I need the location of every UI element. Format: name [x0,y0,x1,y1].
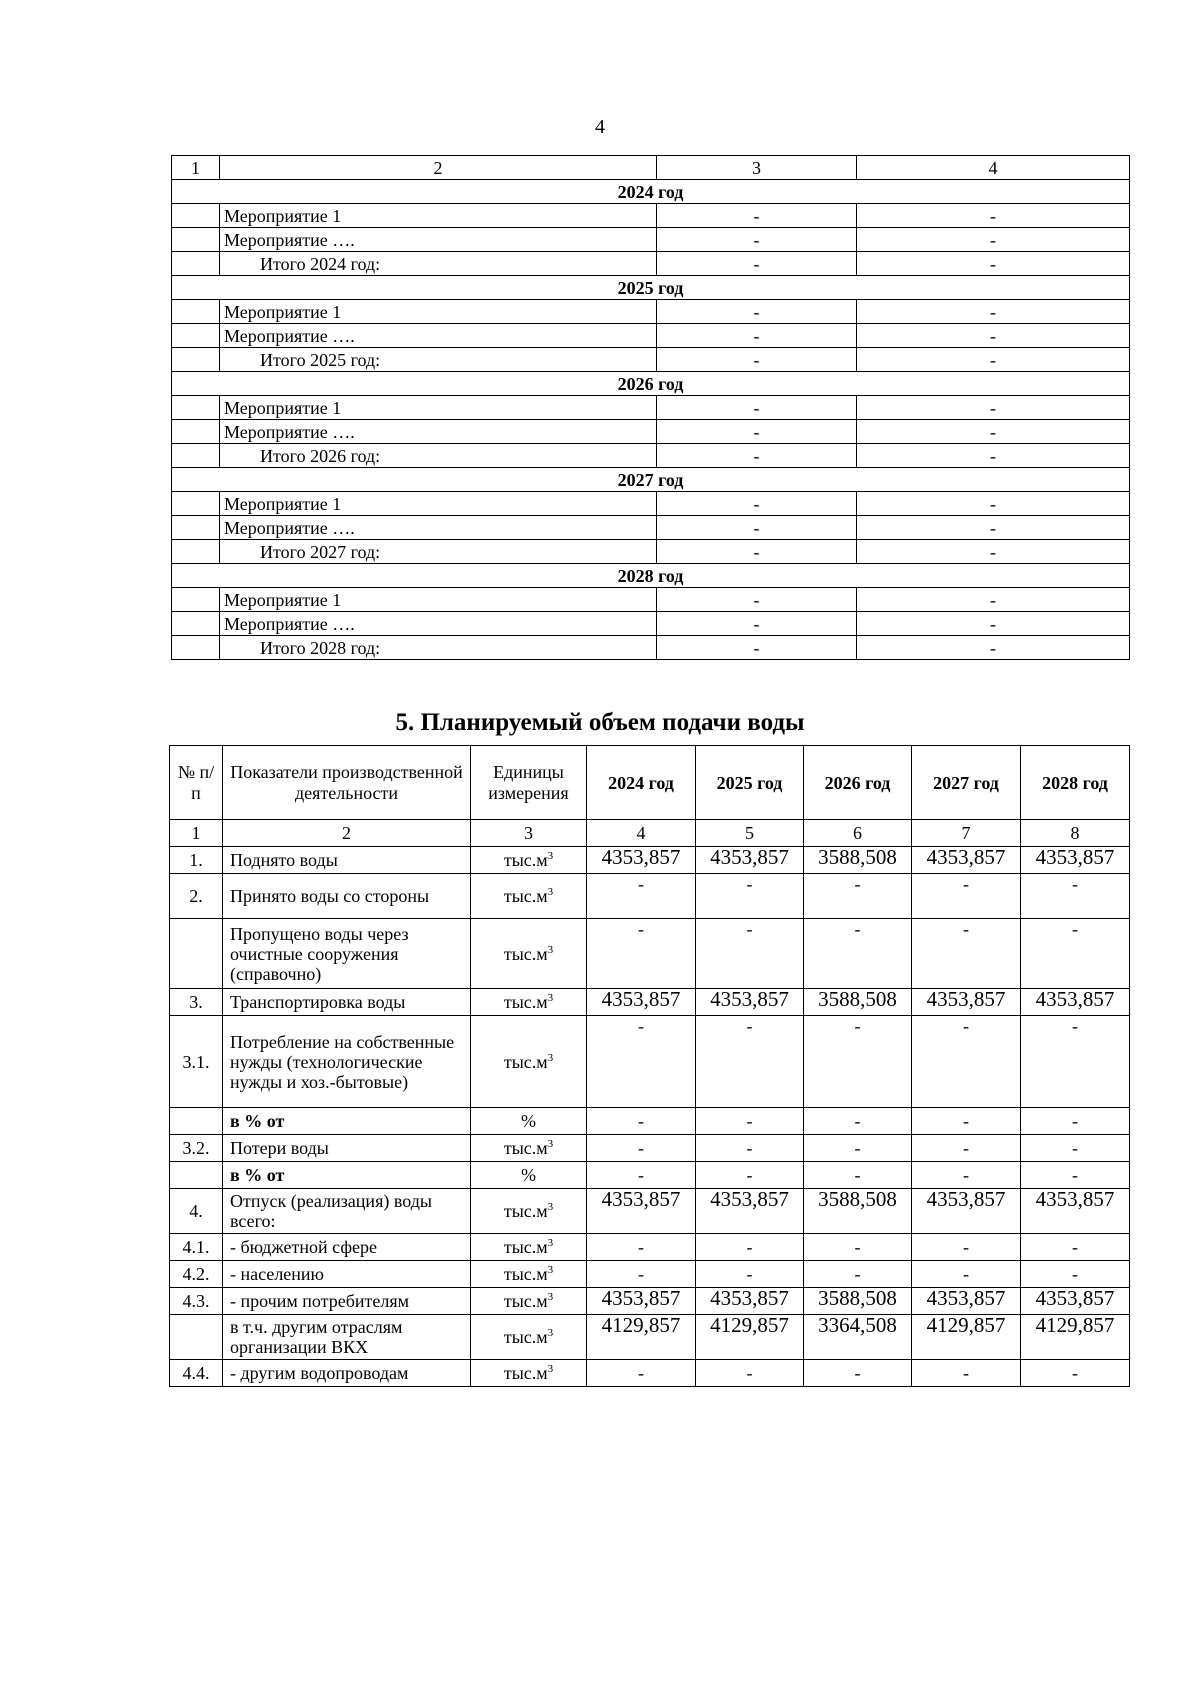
header-units: Единицы измерения [471,746,587,820]
event-no [172,516,220,540]
row-unit-text: тыс.м [503,1327,548,1347]
row-value: 4353,857 [696,1189,804,1234]
row-value: 3364,508 [804,1315,912,1360]
total-col4: - [857,348,1130,372]
water-row [170,1016,1130,1108]
row-unit-text: % [521,1111,536,1131]
header-year-2026: 2026 год [804,746,912,820]
events-table [171,155,1130,660]
row-unit [471,919,587,989]
header-year-2025: 2025 год [696,746,804,820]
event-col3: - [657,228,857,252]
row-unit-exponent: 3 [547,886,554,898]
row-unit [471,1288,587,1315]
event-label: Мероприятие …. [220,228,657,252]
row-number [170,1315,223,1360]
row-indicator: Отпуск (реализация) воды всего: [223,1189,471,1234]
total-no [172,252,220,276]
total-row [172,444,1130,468]
water-row [170,919,1130,989]
row-value: - [804,1162,912,1189]
water-row [170,1189,1130,1234]
row-indicator: - бюджетной сфере [223,1234,471,1261]
row-value: 3588,508 [804,1288,912,1315]
row-unit-exponent: 3 [547,1363,554,1375]
events-header-cell: 3 [657,156,857,180]
event-no [172,228,220,252]
total-col4: - [857,252,1130,276]
total-no [172,540,220,564]
row-unit [471,1261,587,1288]
row-value: - [912,919,1021,989]
year-title: 2028 год [172,564,1130,588]
water-row [170,1288,1130,1315]
year-title: 2025 год [172,276,1130,300]
header-year-2028: 2028 год [1021,746,1130,820]
event-label: Мероприятие 1 [220,492,657,516]
total-no [172,348,220,372]
row-value: 4129,857 [1021,1315,1130,1360]
event-label: Мероприятие 1 [220,396,657,420]
event-no [172,204,220,228]
row-value: - [804,1135,912,1162]
section-title: 5. Планируемый объем подачи воды [395,709,805,736]
row-value: - [696,919,804,989]
water-row [170,1162,1130,1189]
total-no [172,636,220,660]
row-value: - [696,1234,804,1261]
row-value: 4129,857 [696,1315,804,1360]
water-row [170,1261,1130,1288]
total-row [172,252,1130,276]
row-indicator: Транспортировка воды [223,989,471,1016]
row-number: 2. [170,874,223,919]
total-row [172,540,1130,564]
header-indicator: Показатели производственной деятельности [223,746,471,820]
row-value: - [1021,1360,1130,1387]
event-col3: - [657,420,857,444]
row-number: 3.2. [170,1135,223,1162]
row-number [170,1108,223,1135]
row-unit-text: тыс.м [503,1237,548,1257]
row-unit-text: тыс.м [503,886,548,906]
total-col4: - [857,636,1130,660]
event-label: Мероприятие 1 [220,204,657,228]
row-unit [471,1234,587,1261]
row-value: - [1021,919,1130,989]
event-row [172,612,1130,636]
total-label: Итого 2027 год: [220,540,657,564]
row-unit-exponent: 3 [547,1237,554,1249]
event-row [172,228,1130,252]
total-row [172,348,1130,372]
row-value: - [804,919,912,989]
row-value: - [1021,1108,1130,1135]
event-col4: - [857,588,1130,612]
row-value: - [587,1234,696,1261]
row-unit-exponent: 3 [547,1138,554,1150]
event-col4: - [857,516,1130,540]
row-value: 3588,508 [804,847,912,874]
water-supply-table [169,745,1130,1387]
event-label: Мероприятие …. [220,420,657,444]
events-header-row [172,156,1130,180]
row-unit [471,1108,587,1135]
year-row [172,564,1130,588]
event-no [172,300,220,324]
event-col3: - [657,612,857,636]
row-indicator: в т.ч. другим отраслям организации ВКХ [223,1315,471,1360]
row-unit-exponent: 3 [547,850,554,862]
row-value: 4353,857 [1021,989,1130,1016]
row-value: 4353,857 [1021,1189,1130,1234]
column-number-row [170,820,1130,847]
event-row [172,204,1130,228]
row-value: - [587,1261,696,1288]
row-value: - [696,1261,804,1288]
event-no [172,396,220,420]
events-header-cell: 1 [172,156,220,180]
row-number: 4.4. [170,1360,223,1387]
water-row [170,1234,1130,1261]
row-unit [471,1315,587,1360]
year-row [172,468,1130,492]
event-no [172,324,220,348]
row-unit [471,1135,587,1162]
row-value: - [696,1135,804,1162]
row-unit [471,1162,587,1189]
row-unit-exponent: 3 [547,1291,554,1303]
row-value: 4353,857 [696,847,804,874]
row-value: 4353,857 [912,1189,1021,1234]
row-unit [471,1016,587,1108]
row-value: 3588,508 [804,1189,912,1234]
row-value: 4353,857 [587,989,696,1016]
row-value: - [696,1108,804,1135]
row-value: 4353,857 [696,989,804,1016]
column-number: 3 [471,820,587,847]
total-label: Итого 2025 год: [220,348,657,372]
row-number: 4.2. [170,1261,223,1288]
event-row [172,516,1130,540]
column-number: 1 [170,820,223,847]
row-indicator: Потери воды [223,1135,471,1162]
row-unit-exponent: 3 [547,1264,554,1276]
column-number: 7 [912,820,1021,847]
event-row [172,300,1130,324]
event-col4: - [857,204,1130,228]
row-number: 3. [170,989,223,1016]
row-value: - [1021,874,1130,919]
total-label: Итого 2028 год: [220,636,657,660]
event-no [172,588,220,612]
event-col3: - [657,396,857,420]
row-value: - [912,1234,1021,1261]
row-value: - [587,874,696,919]
row-value: - [696,1162,804,1189]
row-unit-text: тыс.м [503,943,548,964]
event-col3: - [657,204,857,228]
row-value: - [912,874,1021,919]
water-row [170,989,1130,1016]
row-unit [471,847,587,874]
event-row [172,324,1130,348]
water-row [170,1360,1130,1387]
row-value: - [912,1016,1021,1108]
year-title: 2024 год [172,180,1130,204]
row-unit-text: тыс.м [503,1201,548,1221]
row-indicator: Потребление на собственные нужды (технологические нужды и хоз.-бытовые) [223,1016,471,1108]
row-unit-text: тыс.м [503,1363,548,1383]
event-label: Мероприятие 1 [220,300,657,324]
header-year-2027: 2027 год [912,746,1021,820]
row-value: - [804,1360,912,1387]
row-value: 4353,857 [587,1189,696,1234]
row-unit [471,874,587,919]
row-indicator: Поднято воды [223,847,471,874]
event-col3: - [657,324,857,348]
year-title: 2027 год [172,468,1130,492]
row-indicator: Пропущено воды через очистные сооружения (справочно) [223,919,471,989]
row-value: 4353,857 [1021,1288,1130,1315]
row-unit-text: тыс.м [503,992,548,1012]
row-number: 4.1. [170,1234,223,1261]
row-unit-text: тыс.м [503,1138,548,1158]
events-header-cell: 2 [220,156,657,180]
row-value: - [912,1135,1021,1162]
row-unit-text: тыс.м [503,1291,548,1311]
event-no [172,420,220,444]
event-col4: - [857,300,1130,324]
row-unit-exponent: 3 [547,943,554,956]
event-col3: - [657,588,857,612]
year-row [172,180,1130,204]
row-value: - [1021,1162,1130,1189]
event-col4: - [857,612,1130,636]
row-value: - [1021,1261,1130,1288]
event-row [172,492,1130,516]
row-indicator: - прочим потребителям [223,1288,471,1315]
total-no [172,444,220,468]
year-title: 2026 год [172,372,1130,396]
row-value: - [804,874,912,919]
row-unit-exponent: 3 [547,1051,554,1064]
row-value: - [912,1261,1021,1288]
row-indicator: - населению [223,1261,471,1288]
total-col4: - [857,444,1130,468]
event-row [172,420,1130,444]
water-row [170,874,1130,919]
total-col3: - [657,252,857,276]
row-value: 4353,857 [587,1288,696,1315]
row-unit-exponent: 3 [547,1327,554,1339]
header-row [170,746,1130,820]
event-label: Мероприятие 1 [220,588,657,612]
row-indicator: в % от [223,1162,471,1189]
row-unit-text: тыс.м [503,1264,548,1284]
water-row [170,1315,1130,1360]
row-value: - [804,1261,912,1288]
row-number [170,919,223,989]
row-value: - [587,1016,696,1108]
event-col3: - [657,516,857,540]
row-value: - [804,1108,912,1135]
event-col4: - [857,396,1130,420]
total-col3: - [657,348,857,372]
event-label: Мероприятие …. [220,612,657,636]
column-number: 4 [587,820,696,847]
row-value: - [912,1162,1021,1189]
row-value: 4353,857 [587,847,696,874]
page-number: 4 [595,116,605,138]
row-number: 3.1. [170,1016,223,1108]
row-value: 4353,857 [696,1288,804,1315]
row-value: 4129,857 [587,1315,696,1360]
water-row [170,847,1130,874]
column-number: 2 [223,820,471,847]
event-col4: - [857,492,1130,516]
row-unit [471,1360,587,1387]
row-unit-exponent: 3 [547,992,554,1004]
row-number: 4.3. [170,1288,223,1315]
total-col4: - [857,540,1130,564]
event-no [172,492,220,516]
row-value: - [696,1360,804,1387]
row-unit-text: тыс.м [503,850,548,870]
event-no [172,612,220,636]
year-row [172,276,1130,300]
row-value: 4353,857 [912,847,1021,874]
header-no: № п/п [170,746,223,820]
event-col4: - [857,228,1130,252]
row-value: 4353,857 [912,989,1021,1016]
event-col4: - [857,420,1130,444]
row-value: - [587,1135,696,1162]
row-unit-text: тыс.м [503,1051,548,1072]
total-label: Итого 2026 год: [220,444,657,468]
year-row [172,372,1130,396]
row-value: - [912,1360,1021,1387]
total-col3: - [657,636,857,660]
event-label: Мероприятие …. [220,516,657,540]
row-value: - [696,874,804,919]
column-number: 6 [804,820,912,847]
row-value: - [587,1162,696,1189]
row-value: - [804,1016,912,1108]
row-indicator: - другим водопроводам [223,1360,471,1387]
column-number: 8 [1021,820,1130,847]
total-col3: - [657,540,857,564]
row-unit [471,1189,587,1234]
row-value: - [696,1016,804,1108]
total-row [172,636,1130,660]
row-value: 3588,508 [804,989,912,1016]
row-value: - [1021,1234,1130,1261]
row-number [170,1162,223,1189]
row-number: 1. [170,847,223,874]
row-indicator: Принято воды со стороны [223,874,471,919]
row-value: - [912,1108,1021,1135]
event-col3: - [657,300,857,324]
row-unit [471,989,587,1016]
row-value: 4129,857 [912,1315,1021,1360]
total-label: Итого 2024 год: [220,252,657,276]
row-value: - [587,919,696,989]
events-header-cell: 4 [857,156,1130,180]
row-value: 4353,857 [1021,847,1130,874]
water-row [170,1135,1130,1162]
header-year-2024: 2024 год [587,746,696,820]
event-row [172,588,1130,612]
row-number: 4. [170,1189,223,1234]
row-value: - [804,1234,912,1261]
event-col3: - [657,492,857,516]
event-col4: - [857,324,1130,348]
row-value: - [1021,1016,1130,1108]
row-value: 4353,857 [912,1288,1021,1315]
event-row [172,396,1130,420]
column-number: 5 [696,820,804,847]
row-unit-text: % [521,1165,536,1185]
row-indicator: в % от [223,1108,471,1135]
row-unit-exponent: 3 [547,1201,554,1213]
event-label: Мероприятие …. [220,324,657,348]
row-value: - [587,1108,696,1135]
total-col3: - [657,444,857,468]
row-value: - [587,1360,696,1387]
row-value: - [1021,1135,1130,1162]
water-row [170,1108,1130,1135]
